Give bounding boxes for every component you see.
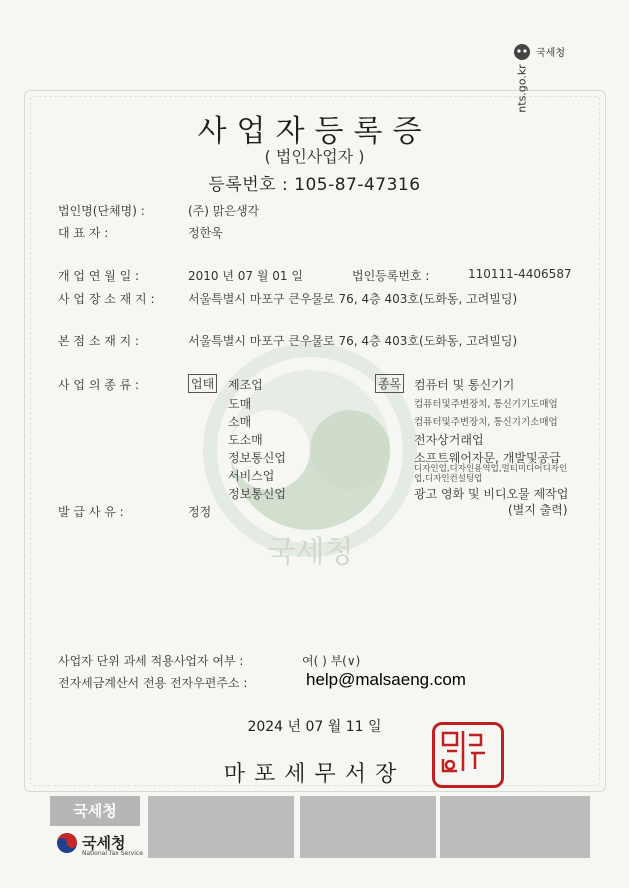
security-pattern-3 bbox=[440, 796, 590, 858]
type-tag: 업태 bbox=[188, 374, 217, 393]
business-item: 디자인업,디자인용역업,멀티미디어디자인업,디자인컨설팅업 bbox=[414, 464, 568, 484]
nts-logo-ko: 국세청 bbox=[82, 834, 126, 852]
registration-number-line bbox=[0, 170, 629, 195]
business-item: 컴퓨터및주변장치, 통신기기도매업 bbox=[414, 399, 558, 410]
business-type: 정보통신업 bbox=[228, 451, 286, 465]
business-type: 정보통신업 bbox=[228, 487, 286, 501]
business-item: 컴퓨터 및 통신기기 bbox=[414, 378, 515, 392]
business-item: 컴퓨터및주변장치, 통신기기소매업 bbox=[414, 417, 558, 428]
address-value: 서울특별시 마포구 큰우물로 76, 4층 403호(도화동, 고려빌딩) bbox=[188, 292, 518, 306]
corp-name: (주) 맑은생각 bbox=[188, 204, 260, 218]
representative-label: 대 표 자 : bbox=[58, 226, 109, 240]
business-type: 제조업 bbox=[228, 378, 263, 392]
business-type-label: 사 업 의 종 류 : bbox=[58, 378, 140, 392]
open-date: 2010 년 07 월 01 일 bbox=[188, 269, 303, 283]
tax-office-name: 마포세무서장 bbox=[223, 762, 406, 787]
open-date-label: 개 업 연 월 일 : bbox=[58, 269, 140, 283]
separate-output-note: (별지 출력) bbox=[508, 503, 568, 517]
hq-address-value: 서울특별시 마포구 큰우물로 76, 4층 403호(도화동, 고려빌딩) bbox=[188, 334, 518, 348]
agency-logo-text: 국세청 bbox=[536, 48, 565, 59]
business-type: 서비스업 bbox=[228, 469, 275, 483]
email-label: 전자세금계산서 전용 전자우편주소 : bbox=[58, 676, 248, 690]
business-item: 소프트웨어자문, 개발및공급 bbox=[414, 451, 561, 465]
nts-footer-box: 국세청 bbox=[50, 796, 140, 826]
issue-reason-label: 발 급 사 유 : bbox=[58, 505, 124, 519]
unit-tax-value: 여( ) 부(∨) bbox=[302, 654, 361, 668]
watermark-text: 국세청 bbox=[266, 535, 354, 570]
unit-tax-label: 사업자 단위 과세 적용사업자 여부 : bbox=[58, 654, 244, 668]
corp-reg-number: 110111-4406587 bbox=[468, 267, 572, 281]
email-address: help@malsaeng.com bbox=[306, 670, 466, 689]
mascot-icon bbox=[512, 42, 532, 62]
corp-reg-label: 법인등록번호 : bbox=[352, 269, 430, 283]
document-subtitle: ( 법인사업자 ) bbox=[264, 147, 365, 166]
business-type: 소매 bbox=[228, 415, 252, 429]
business-type: 도매 bbox=[228, 397, 252, 411]
security-pattern-1 bbox=[148, 796, 294, 858]
hq-address-label: 본 점 소 재 지 : bbox=[58, 334, 140, 348]
registration-label: 등록번호 : bbox=[208, 175, 289, 195]
item-tag: 종목 bbox=[375, 374, 404, 393]
security-pattern-2 bbox=[300, 796, 436, 858]
issue-date: 2024 년 07 월 11 일 bbox=[247, 719, 382, 735]
business-item: 광고 영화 및 비디오물 제작업 bbox=[414, 487, 569, 501]
taegeuk-icon bbox=[56, 832, 78, 854]
representative-name: 정한욱 bbox=[188, 226, 223, 240]
issue-reason-value: 정정 bbox=[188, 505, 212, 519]
registration-number: 105-87-47316 bbox=[294, 175, 421, 195]
address-label: 사 업 장 소 재 지 : bbox=[58, 292, 155, 306]
document-title: 사업자등록증 bbox=[197, 114, 432, 149]
business-item: 전자상거래업 bbox=[414, 433, 484, 447]
business-type: 도소매 bbox=[228, 433, 263, 447]
official-seal bbox=[432, 722, 504, 788]
seal-glyphs bbox=[435, 725, 495, 779]
website-text: nts.go.kr bbox=[515, 64, 529, 113]
nts-logo-en: National Tax Service bbox=[82, 850, 143, 857]
corp-name-label: 법인명(단체명) : bbox=[58, 204, 145, 218]
